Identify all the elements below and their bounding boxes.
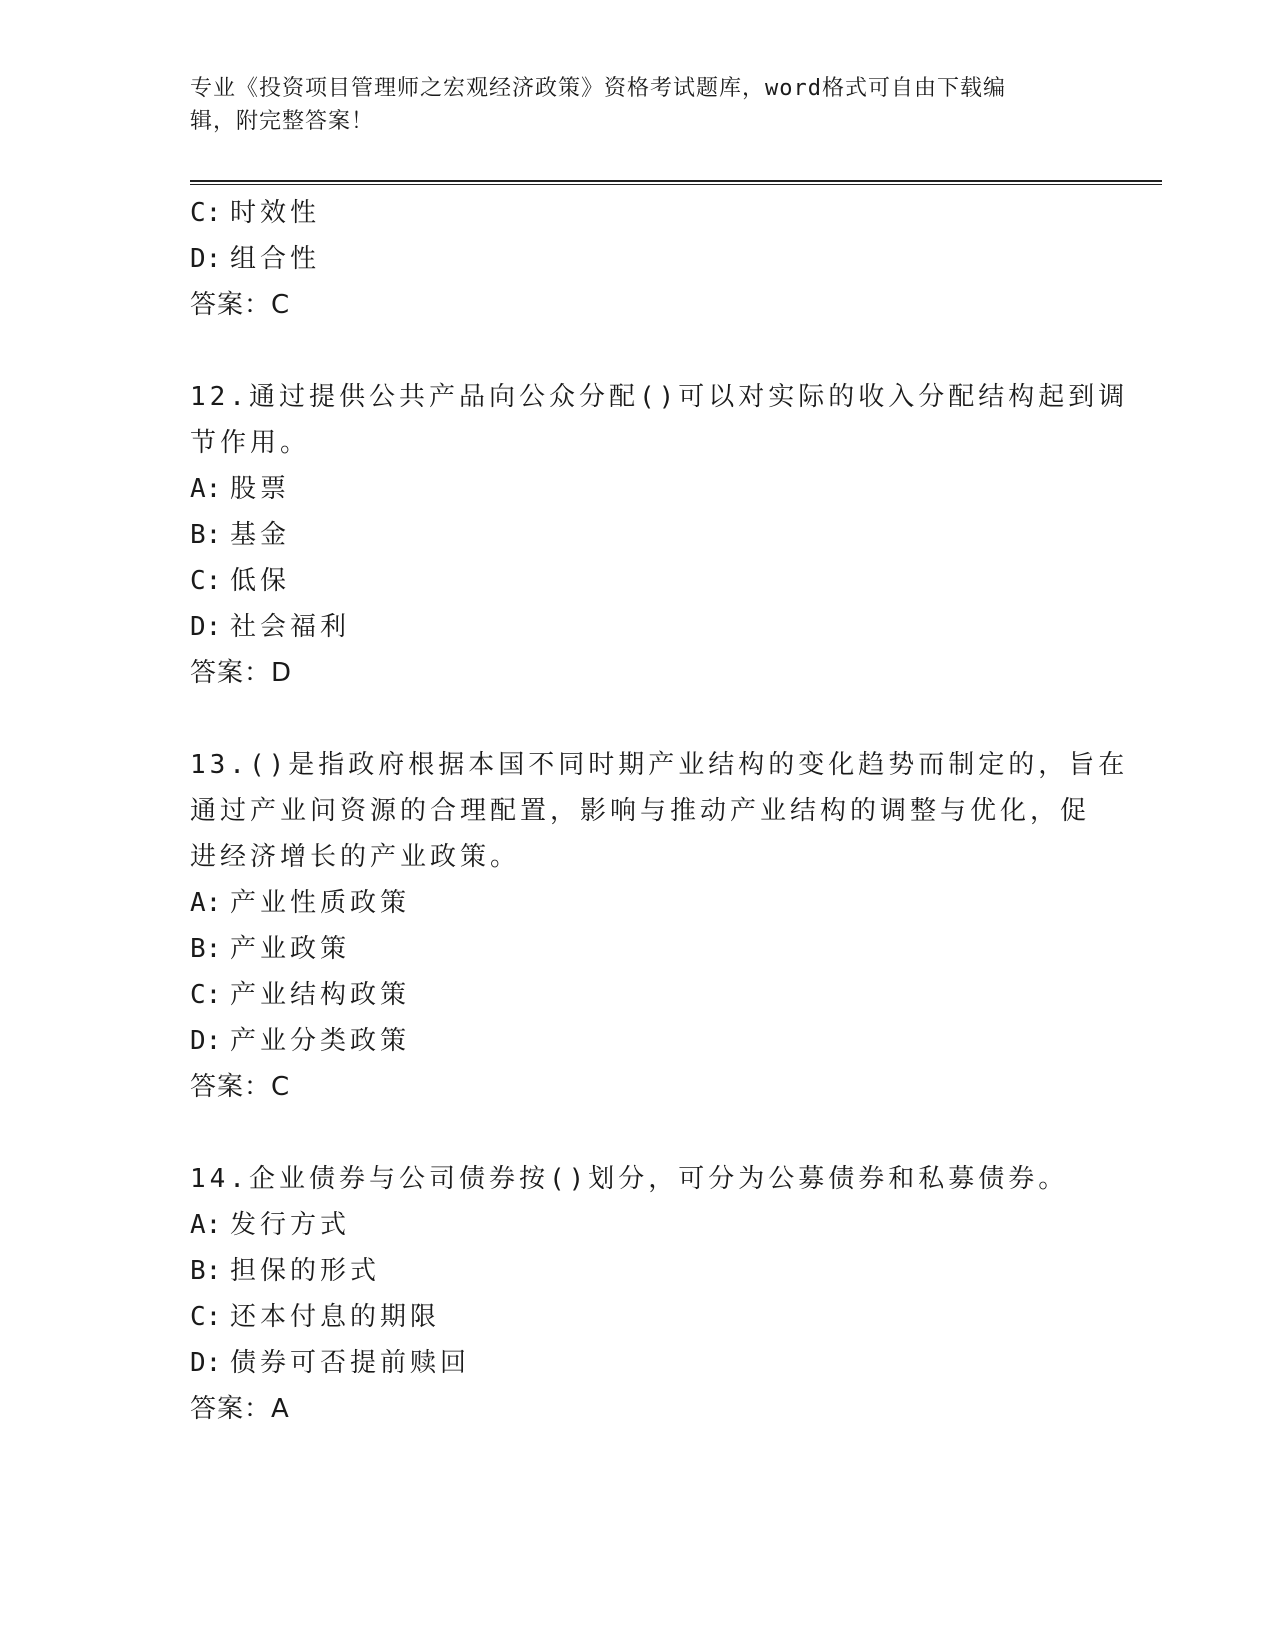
option-d: [190, 236, 1090, 282]
spacer: [190, 328, 1090, 374]
option-key: D:: [190, 612, 222, 642]
option-c: [190, 972, 1090, 1018]
document-header: [190, 72, 1090, 138]
answer-line: 答案：C: [190, 1072, 291, 1102]
option-text: 担保的形式: [230, 1256, 381, 1286]
option-text: 发行方式: [230, 1210, 351, 1240]
option-text: 债券可否提前赎回: [230, 1348, 471, 1378]
option-d: [190, 604, 1090, 650]
option-key: B:: [190, 520, 222, 550]
option-text: 产业性质政策: [230, 888, 411, 918]
option-key: C:: [190, 980, 222, 1010]
option-text: 低保: [230, 566, 291, 596]
question-content: [190, 190, 1129, 1432]
option-text: 股票: [230, 474, 291, 504]
option-text: 组合性: [230, 244, 321, 274]
answer-line: 答案：D: [190, 658, 293, 688]
option-key: A:: [190, 888, 222, 918]
option-key: C:: [190, 198, 222, 228]
question-12: [190, 374, 1129, 696]
option-text: 产业分类政策: [230, 1026, 411, 1056]
answer-line: 答案：C: [190, 290, 291, 320]
option-key: C:: [190, 1302, 222, 1332]
option-c: [190, 558, 1090, 604]
option-a: [190, 880, 1090, 926]
option-text: 产业结构政策: [230, 980, 411, 1010]
question-stem: 进经济增长的产业政策。: [190, 842, 521, 872]
header-divider: [190, 180, 1162, 185]
option-b: [190, 512, 1090, 558]
question-stem: 13.()是指政府根据本国不同时期产业结构的变化趋势而制定的，旨在: [190, 750, 1129, 780]
spacer: [190, 696, 1090, 742]
option-key: D:: [190, 1348, 222, 1378]
option-b: [190, 926, 1090, 972]
option-key: B:: [190, 934, 222, 964]
question-stem: 12.通过提供公共产品向公众分配()可以对实际的收入分配结构起到调: [190, 382, 1129, 412]
question-13: [190, 742, 1129, 1110]
answer-line: 答案：A: [190, 1394, 290, 1424]
option-key: A:: [190, 1210, 222, 1240]
option-d: [190, 1340, 1090, 1386]
option-text: 基金: [230, 520, 291, 550]
option-text: 产业政策: [230, 934, 351, 964]
header-line-2: 辑，附完整答案！: [190, 109, 375, 134]
question-stem: 14.企业债券与公司债券按()划分，可分为公募债券和私募债券。: [190, 1164, 1069, 1194]
question-stem: 通过产业问资源的合理配置，影响与推动产业结构的调整与优化，促: [190, 796, 1091, 826]
option-key: C:: [190, 566, 222, 596]
option-key: B:: [190, 1256, 222, 1286]
option-key: D:: [190, 244, 222, 274]
option-d: [190, 1018, 1090, 1064]
option-a: [190, 1202, 1090, 1248]
question-11-tail: [190, 190, 1090, 328]
question-14: [190, 1156, 1090, 1432]
option-text: 社会福利: [230, 612, 351, 642]
question-stem: 节作用。: [190, 428, 311, 458]
option-text: 还本付息的期限: [230, 1302, 441, 1332]
option-c: [190, 1294, 1090, 1340]
spacer: [190, 1110, 1090, 1156]
header-line-1: 专业《投资项目管理师之宏观经济政策》资格考试题库，word格式可自由下载编: [190, 76, 1006, 101]
option-c: [190, 190, 1090, 236]
option-text: 时效性: [230, 198, 321, 228]
option-key: A:: [190, 474, 222, 504]
option-b: [190, 1248, 1090, 1294]
option-a: [190, 466, 1090, 512]
option-key: D:: [190, 1026, 222, 1056]
